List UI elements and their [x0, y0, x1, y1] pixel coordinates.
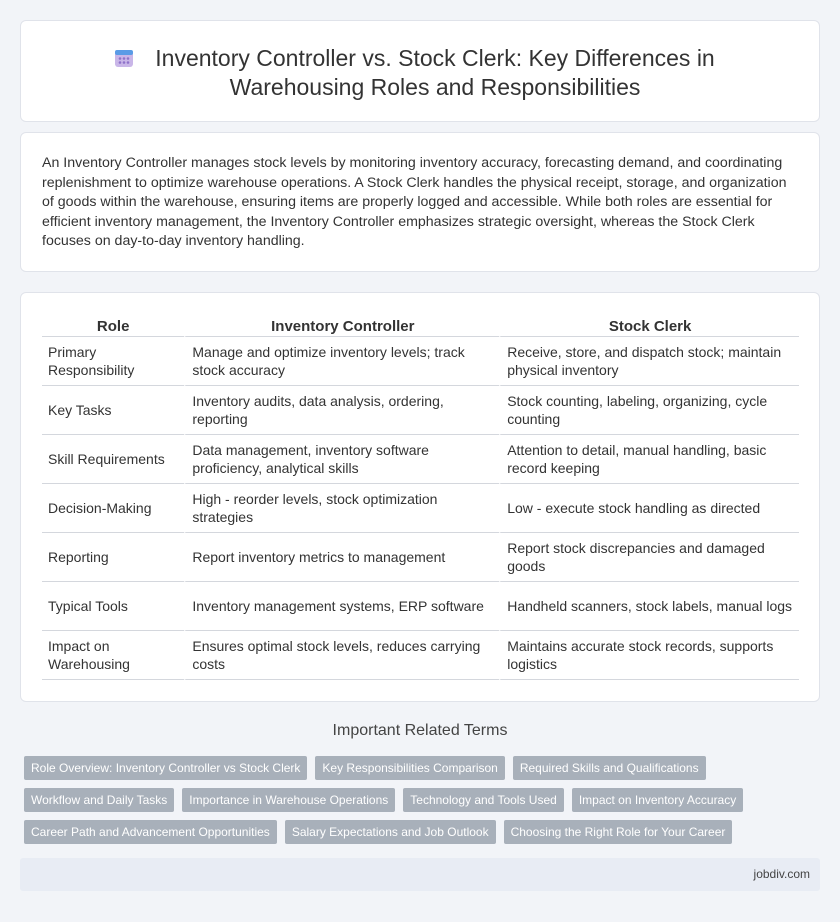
summary-card — [20, 132, 820, 272]
header-role: Role — [42, 314, 184, 337]
row-label: Skill Requirements — [42, 435, 184, 484]
row-label: Reporting — [42, 533, 184, 582]
related-tag[interactable]: Importance in Warehouse Operations — [182, 788, 395, 812]
comparison-table — [42, 314, 799, 680]
row-label: Key Tasks — [42, 386, 184, 435]
controller-cell: High - reorder levels, stock optimization strategies — [184, 484, 499, 533]
related-tag[interactable]: Salary Expectations and Job Outlook — [285, 820, 496, 844]
table-row — [42, 631, 799, 680]
table-row — [42, 337, 799, 386]
controller-cell: Report inventory metrics to management — [184, 533, 499, 582]
header-inventory-controller: Inventory Controller — [184, 314, 499, 337]
controller-cell: Manage and optimize inventory levels; track stock accuracy — [184, 337, 499, 386]
row-label: Decision-Making — [42, 484, 184, 533]
table-header-row — [42, 314, 799, 337]
clerk-cell: Maintains accurate stock records, supports logistics — [499, 631, 799, 680]
row-label: Typical Tools — [42, 582, 184, 631]
header-stock-clerk: Stock Clerk — [499, 314, 799, 337]
related-tag[interactable]: Required Skills and Qualifications — [513, 756, 706, 780]
related-tag[interactable]: Career Path and Advancement Opportunities — [24, 820, 277, 844]
controller-cell: Inventory management systems, ERP software — [184, 582, 499, 631]
clerk-cell: Low - execute stock handling as directed — [499, 484, 799, 533]
summary-text: An Inventory Controller manages stock levels by monitoring inventory accuracy, forecasting demand, and coordinating replenishment to optimize warehouse operations. A Stock Clerk handles the physical receipt, storage, and organization of goods within the warehouse, ensuring items are properly logged and accessible. While both roles are essential for efficient inventory management, the Inventory Controller emphasizes strategic oversight, whereas the Stock Clerk focuses on day-to-day inventory handling. — [42, 155, 787, 250]
clerk-cell: Attention to detail, manual handling, basic record keeping — [499, 435, 799, 484]
related-terms-title: Important Related Terms — [332, 722, 508, 739]
page-title: Inventory Controller vs. Stock Clerk: Key Differences in Warehousing Roles and Responsibilities — [155, 45, 715, 100]
clerk-cell: Stock counting, labeling, organizing, cycle counting — [499, 386, 799, 435]
clerk-cell: Receive, store, and dispatch stock; maintain physical inventory — [499, 337, 799, 386]
related-tag[interactable]: Workflow and Daily Tasks — [24, 788, 174, 812]
table-row — [42, 484, 799, 533]
title-card — [20, 20, 820, 122]
comparison-card — [20, 292, 820, 702]
table-row — [42, 533, 799, 582]
controller-cell: Data management, inventory software proficiency, analytical skills — [184, 435, 499, 484]
related-tag[interactable]: Technology and Tools Used — [403, 788, 564, 812]
related-tag[interactable]: Impact on Inventory Accuracy — [572, 788, 743, 812]
controller-cell: Inventory audits, data analysis, ordering, reporting — [184, 386, 499, 435]
table-row — [42, 386, 799, 435]
controller-cell: Ensures optimal stock levels, reduces carrying costs — [184, 631, 499, 680]
footer-site-link[interactable]: jobdiv.com — [753, 867, 810, 881]
table-row — [42, 582, 799, 631]
row-label: Primary Responsibility — [42, 337, 184, 386]
table-row — [42, 435, 799, 484]
related-tag[interactable]: Role Overview: Inventory Controller vs Stock Clerk — [24, 756, 307, 780]
clerk-cell: Report stock discrepancies and damaged goods — [499, 533, 799, 582]
footer — [20, 858, 820, 891]
related-tag[interactable]: Choosing the Right Role for Your Career — [504, 820, 733, 844]
clerk-cell: Handheld scanners, stock labels, manual logs — [499, 582, 799, 631]
row-label: Impact on Warehousing — [42, 631, 184, 680]
related-tag[interactable]: Key Responsibilities Comparison — [315, 756, 504, 780]
